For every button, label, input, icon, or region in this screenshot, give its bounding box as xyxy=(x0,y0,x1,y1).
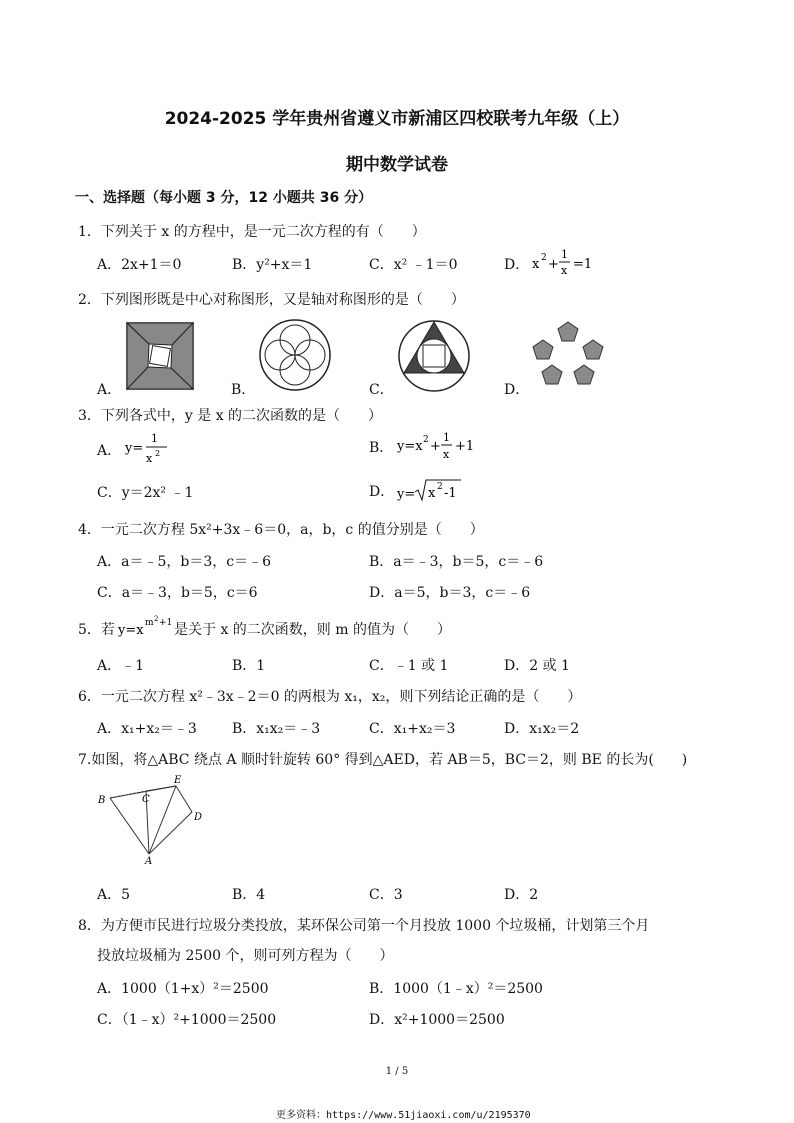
q2-figure-c-triangle-circle xyxy=(396,316,472,392)
q7-rotation-figure xyxy=(90,774,210,864)
question-4-stem: 4．一元二次方程 5x²+3x﹣6＝0，a，b，c 的值分别是（ ） xyxy=(78,522,484,538)
q5-option-b: B．1 xyxy=(232,658,266,674)
exam-title-line2: 期中数学试卷 xyxy=(346,155,448,175)
q5-option-a: A．﹣1 xyxy=(97,658,145,674)
svg-text:x: x xyxy=(146,452,153,465)
svg-text:+1: +1 xyxy=(455,439,475,454)
question-1-stem: 1．下列关于 x 的方程中，是一元二次方程的有（ ） xyxy=(78,224,426,240)
q7-option-a: A．5 xyxy=(97,887,131,903)
svg-text:2: 2 xyxy=(437,482,443,492)
q3-option-d: D． xyxy=(369,484,395,500)
q2-option-c: C． xyxy=(369,382,394,398)
q6-option-c: C．x₁+x₂＝3 xyxy=(369,721,456,737)
section-heading: 一、选择题（每小题 3 分，12 小题共 36 分） xyxy=(75,190,373,206)
q2-figure-b-petals xyxy=(258,318,332,392)
q3-formula-b xyxy=(395,428,485,468)
svg-text:-1: -1 xyxy=(444,486,457,501)
q1-option-d: D． xyxy=(504,257,530,273)
q3-formula-a xyxy=(123,428,173,472)
q1-option-a: A．2x+1＝0 xyxy=(97,257,182,273)
q8-option-c: C．（1﹣x）²+1000＝2500 xyxy=(97,1012,277,1028)
q1-option-c: C．x² ﹣1＝0 xyxy=(369,257,458,273)
svg-text:1: 1 xyxy=(443,431,450,444)
svg-text:+: + xyxy=(430,439,441,454)
q7-label-a: A xyxy=(145,856,153,864)
q2-figure-a-pinwheel xyxy=(126,322,196,392)
svg-text:+1: +1 xyxy=(159,618,173,628)
svg-text:y=: y= xyxy=(125,441,144,456)
q6-option-d: D．x₁x₂＝2 xyxy=(504,721,580,737)
q5-option-d: D．2 或 1 xyxy=(504,658,570,674)
q3-option-a: A． xyxy=(97,443,122,459)
svg-text:x: x xyxy=(443,448,450,461)
q8-option-b: B．1000（1﹣x）²＝2500 xyxy=(369,981,543,997)
q7-option-b: B．4 xyxy=(232,887,266,903)
more-resources-link[interactable]: https://www.51jiaoxi.com/u/2195370 xyxy=(326,1110,531,1121)
svg-text:2: 2 xyxy=(154,615,159,623)
svg-text:x: x xyxy=(532,257,540,272)
q7-label-c: C xyxy=(142,794,150,805)
svg-text:=1: =1 xyxy=(573,257,593,272)
q3-formula-d xyxy=(395,476,475,504)
q6-option-b: B．x₁x₂＝﹣3 xyxy=(232,721,321,737)
svg-text:1: 1 xyxy=(151,432,158,445)
q2-figure-d-pentagons xyxy=(530,320,606,390)
question-7-stem: 7.如图，将△ABC 绕点 A 顺时针旋转 60° 得到△AED，若 AB＝5，BC＝2，则 BE 的长为( ) xyxy=(78,752,688,768)
page-number: 1 / 5 xyxy=(385,1066,409,1077)
q4-option-a: A．a＝﹣5，b＝3，c＝﹣6 xyxy=(97,554,271,570)
more-resources-label: 更多资料： xyxy=(276,1110,326,1121)
svg-text:2: 2 xyxy=(155,449,161,458)
q2-option-d: D． xyxy=(504,382,530,398)
question-8-stem-line1: 8．为方便市民进行垃圾分类投放，某环保公司第一个月投放 1000 个垃圾桶，计划第三个月 xyxy=(78,918,650,934)
q2-option-b: B． xyxy=(231,382,256,398)
q6-option-a: A．x₁+x₂＝﹣3 xyxy=(97,721,197,737)
svg-text:y=: y= xyxy=(397,487,416,502)
q4-option-b: B．a＝﹣3，b＝5，c＝﹣6 xyxy=(369,554,544,570)
q5-option-c: C．﹣1 或 1 xyxy=(369,658,449,674)
question-2-stem: 2．下列图形既是中心对称图形，又是轴对称图形的是（ ） xyxy=(78,292,465,308)
svg-text:+: + xyxy=(548,257,559,272)
q8-option-d: D．x²+1000＝2500 xyxy=(369,1012,505,1028)
q4-option-c: C．a＝﹣3，b＝5，c＝6 xyxy=(97,585,258,601)
q7-label-e: E xyxy=(174,775,182,786)
svg-text:2: 2 xyxy=(541,253,547,263)
question-6-stem: 6．一元二次方程 x²﹣3x﹣2＝0 的两根为 x₁，x₂，则下列结论正确的是（ ） xyxy=(78,689,582,705)
svg-text:1: 1 xyxy=(561,248,568,261)
question-3-stem: 3．下列各式中，y 是 x 的二次函数的是（ ） xyxy=(78,408,383,424)
svg-text:y=x: y=x xyxy=(118,623,144,638)
more-resources-line xyxy=(276,1103,531,1122)
svg-text:m: m xyxy=(145,618,154,628)
q7-option-d: D．2 xyxy=(504,887,539,903)
svg-text:x: x xyxy=(428,486,436,501)
exam-title-line1: 2024-2025 学年贵州省遵义市新浦区四校联考九年级（上） xyxy=(164,109,630,129)
q3-option-c: C．y＝2x² ﹣1 xyxy=(97,485,194,501)
svg-text:2: 2 xyxy=(423,435,429,445)
question-5-stem-prefix: 5．若 xyxy=(78,622,115,638)
question-5-stem-suffix: 是关于 x 的二次函数，则 m 的值为（ ） xyxy=(174,622,451,638)
q2-option-a: A． xyxy=(97,382,122,398)
q3-option-b: B． xyxy=(369,440,394,456)
question-8-stem-line2: 投放垃圾桶为 2500 个，则可列方程为（ ） xyxy=(97,948,394,964)
q7-label-d: D xyxy=(194,812,203,823)
svg-text:x: x xyxy=(561,264,568,277)
svg-text:y=x: y=x xyxy=(397,439,423,454)
q1-formula-d xyxy=(530,242,600,282)
q7-label-b: B xyxy=(98,795,106,806)
q7-option-c: C．3 xyxy=(369,887,403,903)
q4-option-d: D．a＝5，b＝3，c＝﹣6 xyxy=(369,585,531,601)
q8-option-a: A．1000（1+x）²＝2500 xyxy=(97,981,269,997)
q1-option-b: B．y²+x＝1 xyxy=(232,257,313,273)
q5-formula xyxy=(116,612,180,640)
